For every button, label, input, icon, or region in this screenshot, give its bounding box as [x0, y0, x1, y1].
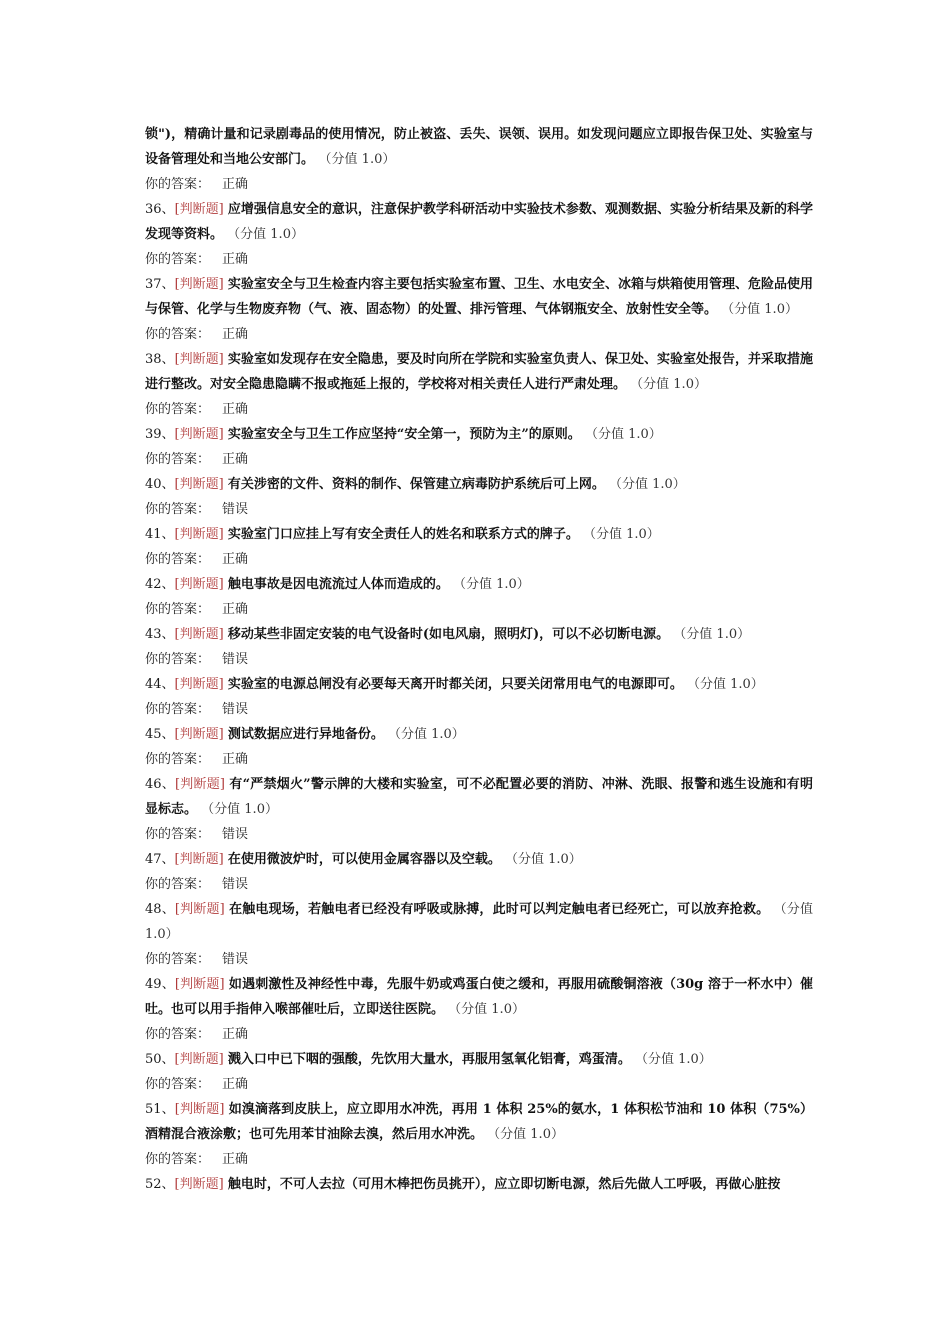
answer-value: 错误	[222, 502, 249, 517]
answer-label: 你的答案：	[145, 702, 211, 717]
question-number: 42、	[145, 577, 175, 592]
question-text: 有“严禁烟火”警示牌的大楼和实验室，可不必配置必要的消防、冲淋、洗眼、报警和逃生设施和有明显标志。	[145, 777, 813, 817]
answer-row	[145, 247, 813, 272]
question-number: 40、	[145, 477, 175, 492]
answer-row	[145, 322, 813, 347]
question-type-tag: [判断题]	[174, 527, 224, 542]
question-score: （分值 1.0）	[453, 577, 530, 592]
question-type-tag: [判断题]	[174, 677, 224, 692]
question-type-tag: [判断题]	[174, 852, 224, 867]
answer-value: 正确	[222, 1152, 249, 1167]
question-item	[145, 1047, 813, 1072]
answer-row	[145, 497, 813, 522]
answer-label: 你的答案：	[145, 327, 211, 342]
answer-label: 你的答案：	[145, 1027, 211, 1042]
answer-label: 你的答案：	[145, 827, 211, 842]
question-list	[145, 197, 813, 1172]
quiz-document	[145, 122, 813, 1197]
answer-label: 你的答案：	[145, 1077, 211, 1092]
answer-row	[145, 1022, 813, 1047]
question-number: 39、	[145, 427, 175, 442]
question-score: （分值 1.0）	[673, 627, 751, 642]
question-number: 41、	[145, 527, 175, 542]
answer-value: 错误	[222, 652, 249, 667]
answer-row	[145, 1147, 813, 1172]
question-score: （分值 1.0）	[487, 1127, 564, 1142]
question-type-tag: [判断题]	[174, 1177, 224, 1192]
answer-value: 正确	[222, 402, 249, 417]
answer-value: 正确	[222, 177, 249, 192]
answer-label: 你的答案：	[145, 252, 211, 267]
question-number: 38、	[145, 352, 175, 367]
question-text: 实验室门口应挂上写有安全责任人的姓名和联系方式的牌子。	[227, 527, 579, 542]
question-text: 实验室安全与卫生检查内容主要包括实验室布置、卫生、水电安全、冰箱与烘箱使用管理、危险品使用与保管、化学与生物废弃物（气、液、固态物）的处置、排污管理、气体钢瓶安全、放射性安全等。	[145, 277, 813, 317]
question-type-tag: [判断题]	[174, 202, 224, 217]
question-number: 52、	[145, 1177, 175, 1192]
question-item	[145, 972, 813, 1022]
answer-label: 你的答案：	[145, 552, 211, 567]
question-type-tag: [判断题]	[174, 477, 224, 492]
answer-row	[145, 447, 813, 472]
question-type-tag: [判断题]	[174, 727, 224, 742]
answer-value: 错误	[222, 702, 249, 717]
question-text: 如溴滴落到皮肤上，应立即用水冲洗，再用 1 体积 25%的氨水，1 体积松节油和 10 体积（75%）酒精混合液涂敷；也可先用苯甘油除去溴，然后用水冲洗。	[145, 1102, 814, 1142]
question-score: （分值 1.0）	[201, 802, 278, 817]
question-score: （分值 1.0）	[145, 902, 813, 942]
question-score: （分值 1.0）	[505, 852, 582, 867]
question-item	[145, 847, 813, 872]
question-type-tag: [判断题]	[174, 277, 224, 292]
answer-row	[145, 1072, 813, 1097]
answer-row	[145, 747, 813, 772]
question-type-tag: [判断题]	[174, 352, 224, 367]
question-type-tag: [判断题]	[174, 1102, 225, 1117]
question-score: （分值 1.0）	[583, 527, 660, 542]
question-item	[145, 772, 813, 822]
question-score: （分值 1.0）	[635, 1052, 712, 1067]
question-number: 49、	[145, 977, 175, 992]
answer-value: 正确	[222, 327, 249, 342]
question-item	[145, 672, 813, 697]
intro-score: （分值 1.0）	[318, 152, 396, 167]
question-item	[145, 572, 813, 597]
answer-value: 错误	[222, 952, 249, 967]
intro-text: 锁")，精确计量和记录剧毒品的使用情况，防止被盗、丢失、误领、误用。如发现问题应立即报告保卫处、实验室与设备管理处和当地公安部门。	[145, 127, 813, 167]
question-item	[145, 472, 813, 497]
question-item-52	[145, 1172, 813, 1197]
answer-row	[145, 547, 813, 572]
question-number: 46、	[145, 777, 175, 792]
question-item	[145, 722, 813, 747]
question-type-tag: [判断题]	[174, 1052, 224, 1067]
question-item	[145, 422, 813, 447]
answer-label: 你的答案：	[145, 1152, 211, 1167]
question-text: 在触电现场，若触电者已经没有呼吸或脉搏，此时可以判定触电者已经死亡，可以放弃抢救。	[229, 902, 770, 917]
answer-label: 你的答案：	[145, 652, 211, 667]
answer-value: 正确	[222, 452, 249, 467]
answer-value: 正确	[222, 1027, 249, 1042]
question-text: 测试数据应进行异地备份。	[227, 727, 384, 742]
answer-value: 正确	[222, 602, 249, 617]
question-text: 有关涉密的文件、资料的制作、保管建立病毒防护系统后可上网。	[227, 477, 605, 492]
question-text: 触电时，不可人去拉（可用木棒把伤员挑开），应立即切断电源，然后先做人工呼吸，再做心脏按	[227, 1177, 781, 1192]
answer-row	[145, 597, 813, 622]
question-number: 51、	[145, 1102, 175, 1117]
question-item	[145, 272, 813, 322]
question-score: （分值 1.0）	[448, 1002, 525, 1017]
question-type-tag: [判断题]	[174, 902, 225, 917]
question-item	[145, 622, 813, 647]
question-text: 实验室的电源总闸没有必要每天离开时都关闭，只要关闭常用电气的电源即可。	[227, 677, 683, 692]
answer-label: 你的答案：	[145, 952, 211, 967]
question-item	[145, 522, 813, 547]
intro-question	[145, 122, 813, 172]
answer-row	[145, 397, 813, 422]
question-score: （分值 1.0）	[584, 427, 662, 442]
answer-row	[145, 872, 813, 897]
question-text: 溅入口中已下咽的强酸，先饮用大量水，再服用氢氧化铝膏，鸡蛋清。	[227, 1052, 631, 1067]
question-text: 在使用微波炉时，可以使用金属容器以及空载。	[227, 852, 501, 867]
question-text: 触电事故是因电流流过人体而造成的。	[227, 577, 449, 592]
answer-label: 你的答案：	[145, 502, 211, 517]
question-text: 实验室如发现存在安全隐患，要及时向所在学院和实验室负责人、保卫处、实验室处报告，并采取措施进行整改。对安全隐患隐瞒不报或拖延上报的，学校将对相关责任人进行严肃处理。	[145, 352, 813, 392]
answer-value: 错误	[222, 877, 249, 892]
answer-label: 你的答案：	[145, 602, 211, 617]
question-score: （分值 1.0）	[227, 227, 304, 242]
question-score: （分值 1.0）	[609, 477, 686, 492]
question-text: 如遇刺激性及神经性中毒，先服牛奶或鸡蛋白使之缓和，再服用硫酸铜溶液（30g 溶于一杯水中）催吐。也可以用手指伸入喉部催吐后，立即送往医院。	[145, 977, 814, 1017]
question-text: 实验室安全与卫生工作应坚持“安全第一，预防为主”的原则。	[227, 427, 581, 442]
question-number: 45、	[145, 727, 175, 742]
answer-label: 你的答案：	[145, 452, 211, 467]
answer-value: 正确	[222, 752, 249, 767]
answer-label: 你的答案：	[145, 752, 211, 767]
question-type-tag: [判断题]	[174, 627, 224, 642]
question-text: 移动某些非固定安装的电气设备时(如电风扇，照明灯)，可以不必切断电源。	[227, 627, 670, 642]
question-number: 47、	[145, 852, 175, 867]
question-score: （分值 1.0）	[630, 377, 707, 392]
answer-row	[145, 822, 813, 847]
question-number: 36、	[145, 202, 175, 217]
answer-row	[145, 947, 813, 972]
question-score: （分值 1.0）	[687, 677, 764, 692]
answer-value: 正确	[222, 552, 249, 567]
question-score: （分值 1.0）	[388, 727, 465, 742]
question-item	[145, 347, 813, 397]
question-type-tag: [判断题]	[174, 777, 226, 792]
answer-value: 错误	[222, 827, 249, 842]
question-number: 44、	[145, 677, 175, 692]
answer-label: 你的答案：	[145, 877, 211, 892]
question-number: 37、	[145, 277, 175, 292]
answer-label: 你的答案：	[145, 177, 211, 192]
question-type-tag: [判断题]	[174, 977, 225, 992]
question-item	[145, 1097, 813, 1147]
answer-row	[145, 647, 813, 672]
question-number: 43、	[145, 627, 175, 642]
answer-value: 正确	[222, 252, 249, 267]
question-score: （分值 1.0）	[721, 302, 798, 317]
question-type-tag: [判断题]	[174, 577, 224, 592]
answer-value: 正确	[222, 1077, 249, 1092]
answer-row	[145, 697, 813, 722]
question-item	[145, 197, 813, 247]
question-item	[145, 897, 813, 947]
intro-answer-row	[145, 172, 813, 197]
question-number: 48、	[145, 902, 175, 917]
question-text: 应增强信息安全的意识，注意保护教学科研活动中实验技术参数、观测数据、实验分析结果及新的科学发现等资料。	[145, 202, 813, 242]
answer-label: 你的答案：	[145, 402, 211, 417]
question-type-tag: [判断题]	[174, 427, 224, 442]
question-number: 50、	[145, 1052, 175, 1067]
